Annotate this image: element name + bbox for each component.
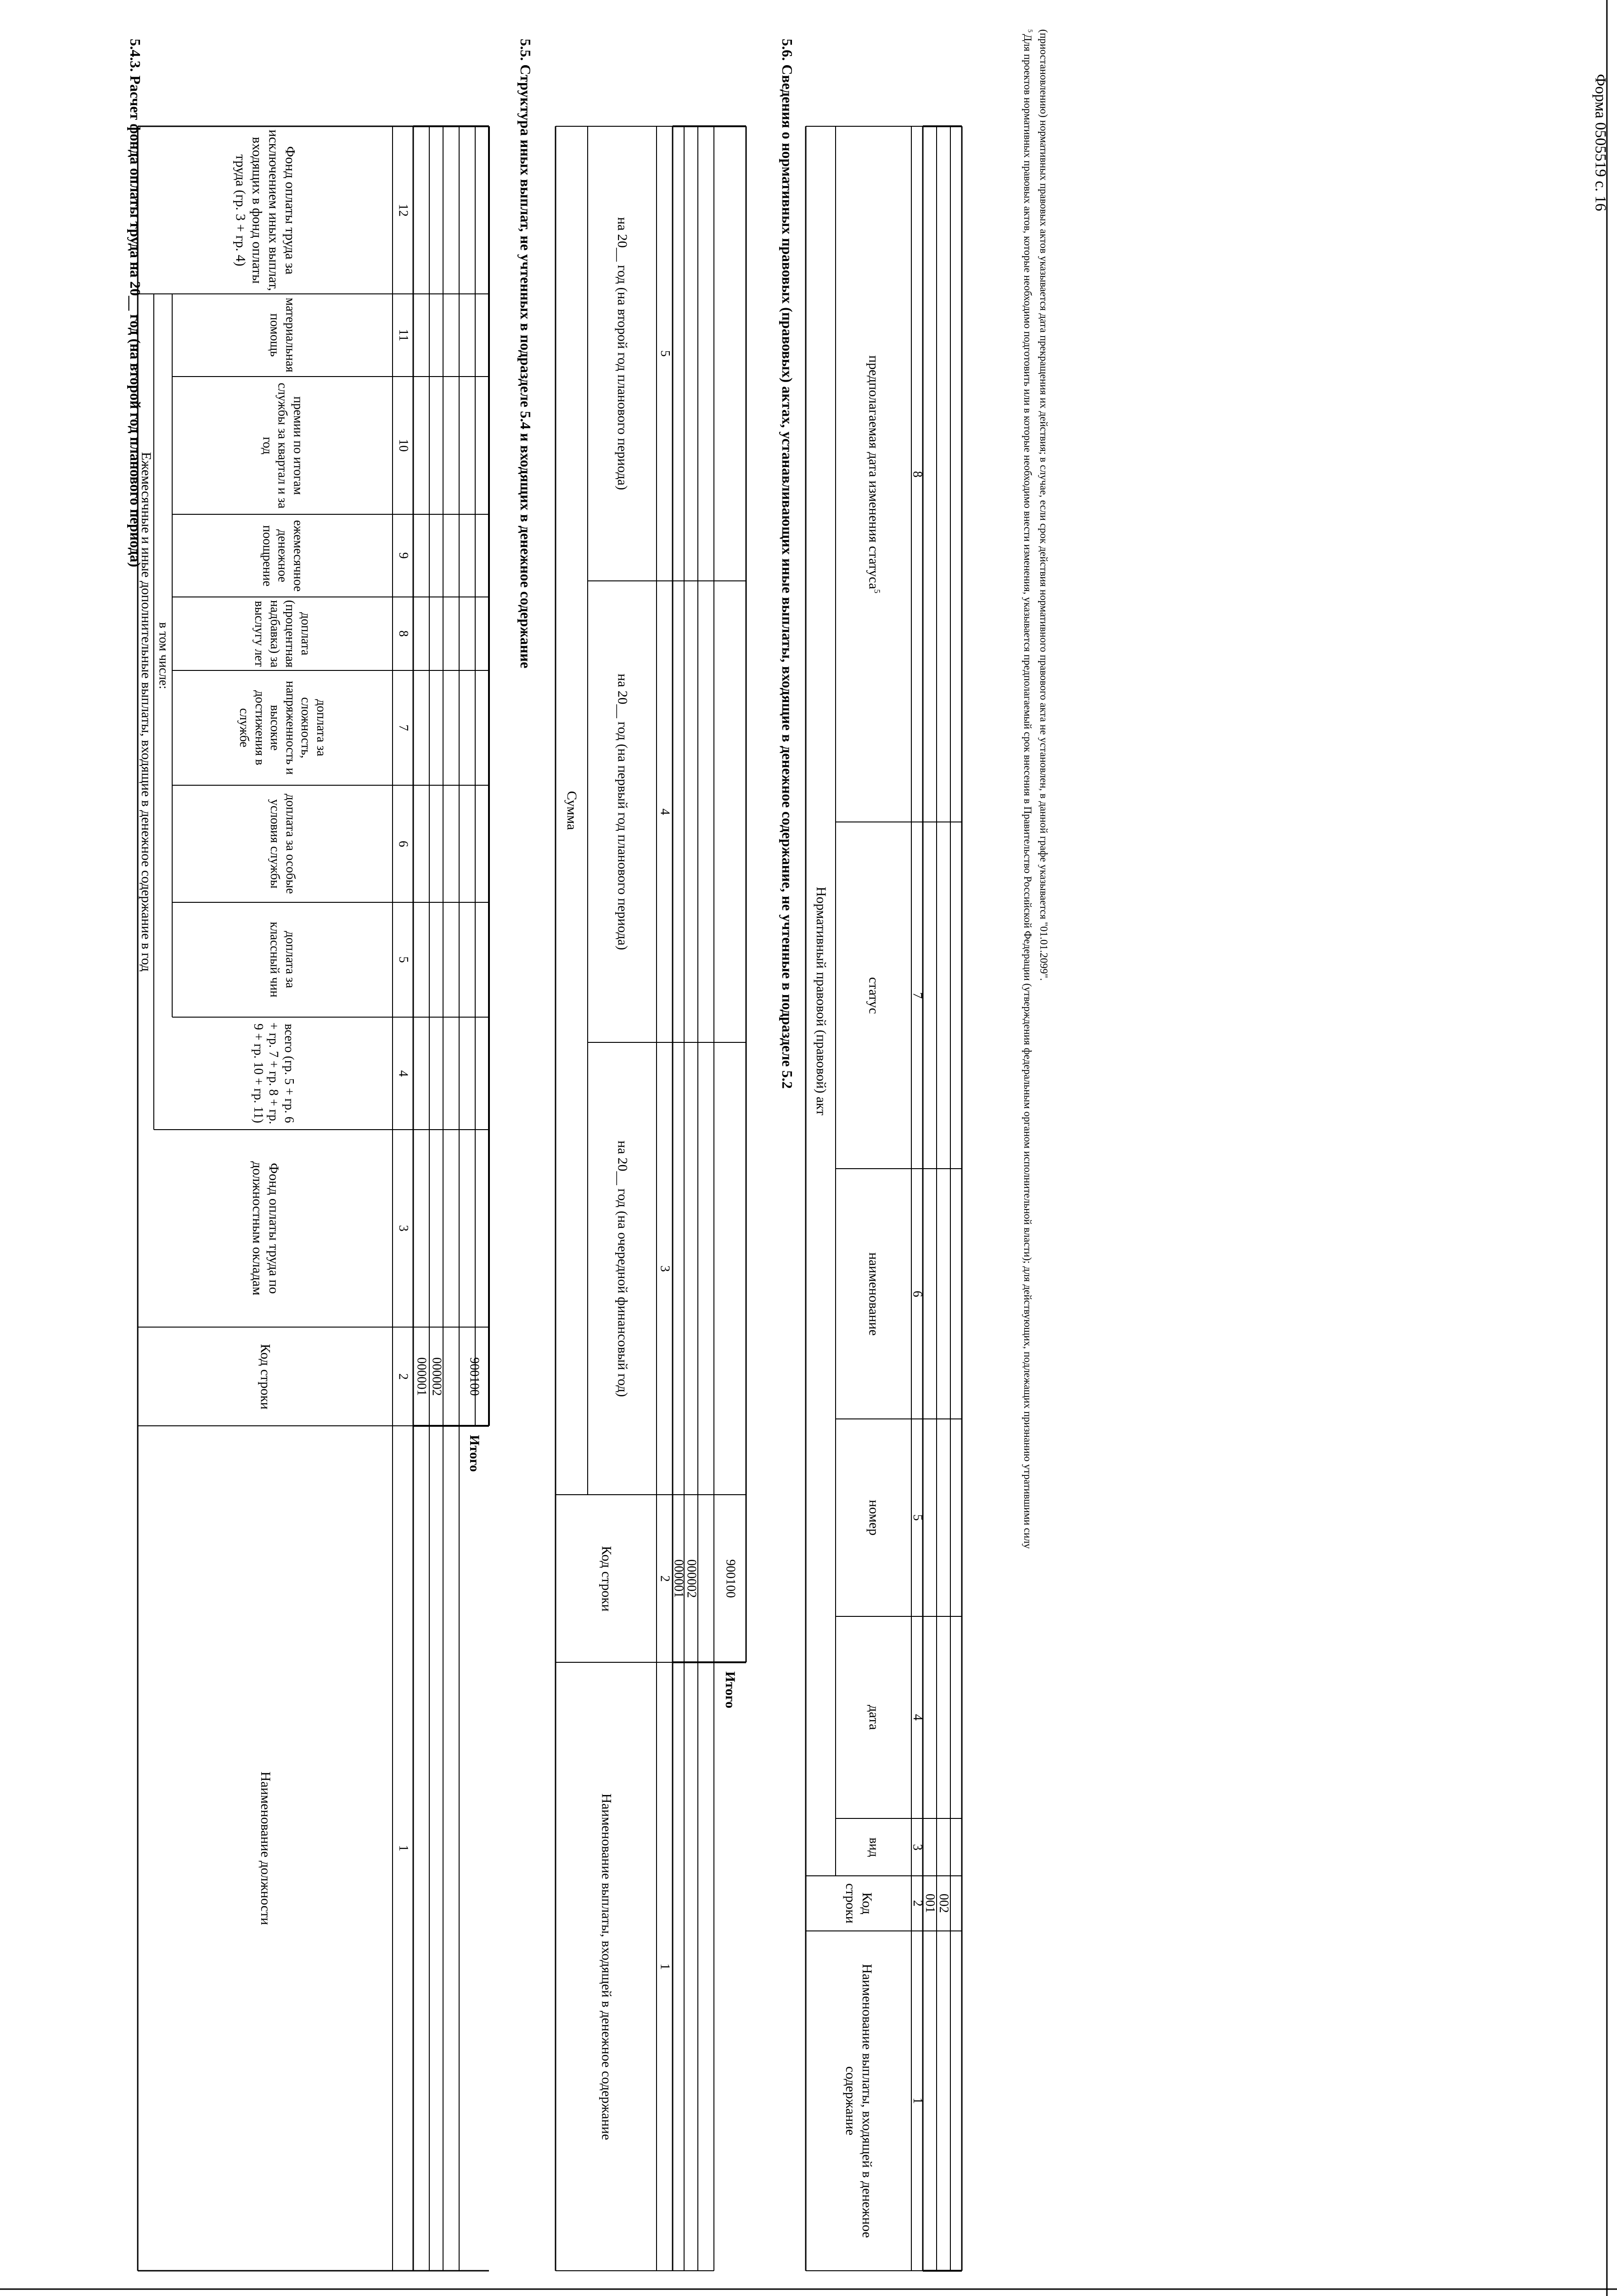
section-5-5-title [514, 37, 537, 1414]
t56-row-code-label: 001 [922, 1894, 937, 1913]
t56-colnum [911, 822, 923, 1169]
t55-colnum [657, 126, 673, 581]
t543-col-group [138, 294, 154, 1130]
t543-col-5 [172, 902, 393, 1017]
t56-colnum [911, 1876, 923, 1931]
t543-col-8 [172, 597, 393, 670]
t543-itogo-code-label: 900100 [467, 1357, 482, 1396]
t55-col-code [556, 1495, 657, 1662]
section-5-6-title-label: 5.6. Сведения о нормативных правовых (правовых) актах, устанавливающих иные выплаты, входящие в денежное содержание, не учтенные в подразделе 5.2 [779, 38, 796, 1089]
t56-colnum [911, 1169, 923, 1419]
t543-colnum-label: 9 [396, 552, 410, 559]
t56-row-code [937, 1876, 950, 1931]
t56-colnum-label: 2 [910, 1900, 925, 1907]
t543-col-group-label: Ежемесячные и иные дополнительные выплаты, входящие в денежное содержание в год [138, 452, 154, 972]
t543-colnum-label: 5 [396, 957, 410, 963]
form-id-label: Форма 0505519 с. 16 [1592, 73, 1609, 211]
form-id [1579, 28, 1617, 257]
footnote-mark: 5 [1026, 29, 1033, 34]
t543-colnum-label: 2 [396, 1373, 410, 1380]
t56-col-3 [836, 1818, 911, 1876]
section-5-4-3-title-label: 5.4.3. Расчет фонда оплаты труда на 20__ год (на второй год планового периода) [127, 38, 144, 567]
t56-colnum-label: 6 [910, 1290, 925, 1297]
t543-col-11 [172, 294, 393, 377]
t543-col-fot-label: Фонд оплаты труда по должностным окладам [249, 1161, 281, 1295]
t55-colnum [657, 581, 673, 1042]
t56-colnum-label: 7 [910, 992, 925, 999]
t55-itogo-label [714, 1662, 746, 1717]
t56-col-4 [836, 1616, 911, 1818]
t543-col-9 [172, 514, 393, 597]
t543-row-code [429, 1327, 443, 1426]
t55-col-name-label: Наименование выплаты, входящей в денежное содержание [599, 1793, 614, 2140]
t55-row-code-label: 000001 [671, 1559, 686, 1598]
t543-col-10 [172, 377, 393, 514]
t543-colnum-label: 11 [396, 329, 410, 342]
t543-colnum [393, 1017, 413, 1130]
t55-colnum-label: 4 [657, 808, 672, 815]
t56-col-5 [836, 1419, 911, 1616]
t543-colnum-label: 7 [396, 725, 410, 731]
t543-colnum-label: 12 [396, 203, 410, 217]
t543-colnum [393, 902, 413, 1017]
footnote-line-1-label [1021, 29, 1034, 2276]
t55-col-sum-label: Сумма [564, 791, 579, 830]
t543-itogo-label [459, 1426, 489, 1481]
t56-colnum [911, 126, 923, 822]
t55-col-5-label: на 20__ год (на второй год планового периода) [615, 217, 630, 490]
t55-colnum-label: 5 [657, 350, 672, 357]
t56-col-code [806, 1876, 911, 1931]
t543-col-incl [154, 294, 172, 1017]
t543-colnum-label: 6 [396, 840, 410, 847]
t55-colnum [657, 1662, 673, 2271]
t56-col-7 [836, 822, 911, 1169]
t543-col-fot [138, 1130, 393, 1327]
t56-col-name [806, 1931, 911, 2271]
t543-colnum [393, 377, 413, 514]
t56-col-code-label: Код строки [843, 1883, 875, 1924]
t55-col-3 [588, 1042, 657, 1495]
t543-colnum [393, 126, 413, 294]
t56-colnum-label: 1 [910, 2098, 925, 2104]
t543-col-8-label: доплата (процентная надбавка) за выслугу лет [252, 600, 313, 668]
t543-col-code-label: Код строки [258, 1344, 273, 1409]
section-5-6-title [776, 37, 799, 1460]
t56-col-8-label: предполагаемая дата изменения статуса$^5$ [866, 355, 882, 593]
t56-colnum [911, 1419, 923, 1616]
t55-itogo-code [714, 1495, 746, 1662]
t55-itogo-code-label: 900100 [723, 1559, 737, 1598]
t543-col-9-label: ежемесячное денежное поощрение [260, 520, 305, 591]
t543-col-total-label: всего (гр. 5 + гр. 6 + гр. 7 + гр. 8 + гр. 9 + гр. 10 + гр. 11) [251, 1022, 296, 1125]
t56-colnum-label: 5 [910, 1514, 925, 1521]
t543-col-incl-label: в том числе: [156, 622, 170, 689]
t55-colnum-label: 1 [657, 1963, 672, 1970]
t55-col-4-label: на 20__ год (на первый год планового периода) [615, 673, 630, 950]
t543-col-code [138, 1327, 393, 1426]
t56-col-6-label: наименование [866, 1252, 881, 1336]
t56-col-4-label: дата [866, 1705, 881, 1730]
t56-col-8-footnote-ref: 5 [872, 589, 882, 593]
t543-colnum-label: 10 [396, 439, 410, 452]
t543-col-11-label: материальная помощь [268, 298, 298, 373]
t55-col-name [556, 1662, 657, 2271]
t543-colnum [393, 1130, 413, 1327]
t543-colnum-label: 1 [396, 1845, 410, 1851]
t56-col-act [806, 126, 836, 1876]
t56-col-7-label: статус [866, 977, 881, 1014]
t543-col-12-label: Фонд оплаты труда за исключением иных выплат, входящих в фонд оплаты труда (гр. 3 + гр. 4) [233, 129, 298, 291]
t543-col-6 [172, 785, 393, 902]
footnote-text-1: Для проектов нормативных правовых актов, которые необходимо подготовить или в которые необходимо внести изменения, указывается предполагаемый срок внесения в Правительство Российской Федерации (утверждения федеральным органом исполнительной власти); для действующих, подлежащих признанию утратившими силу [1022, 34, 1033, 1549]
t55-col-4 [588, 581, 657, 1042]
t543-col-5-label: доплата за классный чин [268, 922, 298, 998]
t55-col-3-label: на 20__ год (на очередной финансовый год) [615, 1140, 630, 1397]
t56-col-5-label: номер [866, 1500, 881, 1536]
t56-colnum-label: 8 [910, 471, 925, 478]
t543-col-7-label: доплата за сложность, напряженность и высокие достижения в службе [236, 681, 328, 775]
section-5-5-title-label: 5.5. Структура иных выплат, не учтенных в подразделе 5.4 и входящих в денежное содержание [517, 38, 534, 669]
t543-itogo-label-label: Итого [466, 1435, 482, 1472]
footnote-line-2-label: (приостановлению) нормативных правовых актов указывается дата прекращения их действия; в случае, если срок действия нормативного правового акта не установлен, в данной графе указывается "01.01.2099". [1038, 29, 1050, 981]
t543-col-total [154, 1017, 393, 1130]
t56-col-act-label: Нормативный правовой (правовой) акт [813, 887, 829, 1115]
t543-col-10-label: премии по итогам службы за квартал и за год [260, 383, 305, 508]
t56-colnum [911, 1931, 923, 2271]
t55-colnum-label: 2 [657, 1575, 672, 1582]
t55-col-sum [556, 126, 588, 1495]
t543-colnum [393, 785, 413, 902]
t543-colnum-label: 8 [396, 630, 410, 637]
t55-colnum [657, 1042, 673, 1495]
t543-col-12 [138, 126, 393, 294]
t543-colnum [393, 1327, 413, 1426]
t55-row-code-label: 000002 [684, 1559, 698, 1598]
t55-row-code [673, 1495, 684, 1662]
t55-itogo-label-label: Итого [723, 1671, 738, 1709]
footnote-line-2 [1035, 28, 1051, 2278]
t55-colnum-label: 3 [657, 1265, 672, 1272]
t56-col-name-label: Наименование выплаты, входящей в денежное содержание [843, 1964, 875, 2238]
t543-row-code-label: 000002 [429, 1357, 444, 1396]
t56-row-code-label: 002 [936, 1894, 951, 1913]
t543-col-name-label: Наименование должности [258, 1771, 273, 1925]
t543-col-name [138, 1426, 393, 2271]
t543-itogo-code [459, 1327, 489, 1426]
t55-row-code [684, 1495, 698, 1662]
t543-colnum [393, 1426, 413, 2271]
t543-colnum [393, 597, 413, 670]
t56-col-3-label: вид [866, 1837, 881, 1857]
t56-col-8 [836, 126, 911, 822]
t543-col-7 [172, 670, 393, 785]
t543-colnum-label: 4 [396, 1070, 410, 1077]
t56-colnum-label: 3 [910, 1844, 925, 1851]
t56-colnum [911, 1818, 923, 1876]
t543-row-code [413, 1327, 429, 1426]
t55-col-5 [588, 126, 657, 581]
t543-colnum-label: 3 [396, 1225, 410, 1232]
t543-row-code-label: 000001 [414, 1357, 429, 1396]
t55-col-code-label: Код строки [599, 1546, 614, 1611]
t56-row-code [923, 1876, 937, 1931]
t543-col-6-label: доплата за особые условия службы [268, 793, 298, 894]
t543-colnum [393, 294, 413, 377]
t543-colnum [393, 670, 413, 785]
t543-colnum [393, 514, 413, 597]
t56-colnum-label: 4 [910, 1714, 925, 1721]
t56-colnum [911, 1616, 923, 1818]
t56-col-6 [836, 1169, 911, 1419]
footnote-line-1 [1019, 28, 1035, 2278]
